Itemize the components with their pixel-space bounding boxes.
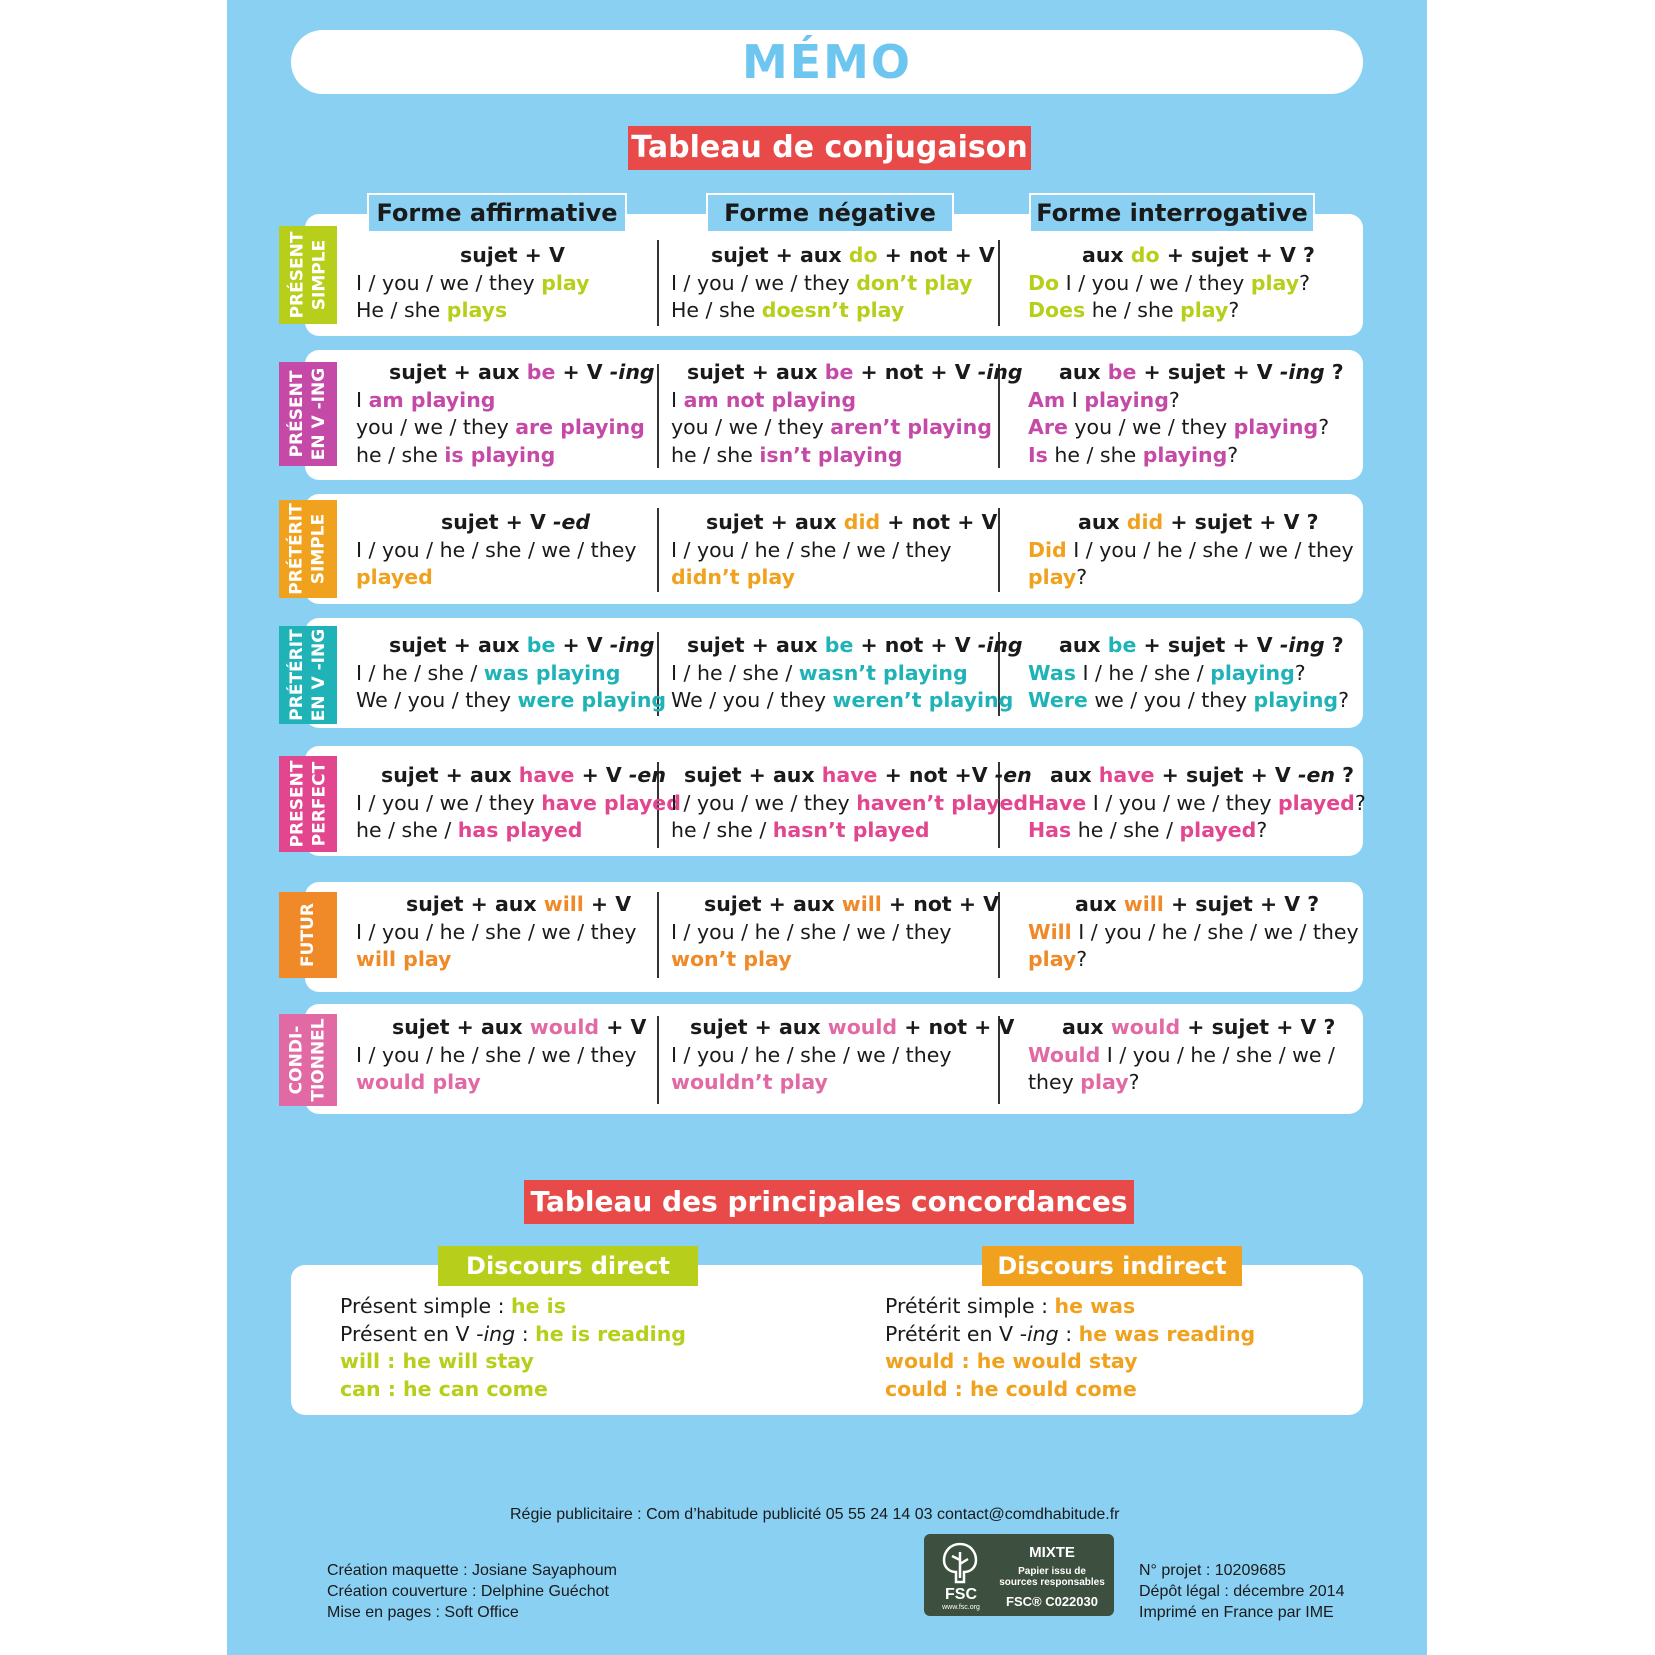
discours-direct-list: Présent simple : he is Présent en V -ing : he is reading will : he will stay can : he can come <box>340 1294 686 1401</box>
discours-indirect-header: Discours indirect <box>982 1246 1242 1286</box>
preterit-continuous-affirmative: sujet + aux be + V -ing I / he / she / was playing We / you / they were playing <box>356 633 667 712</box>
header-interrogative: Forme interrogative <box>1029 193 1315 233</box>
concordance-table-title: Tableau des principales concordances <box>524 1180 1134 1224</box>
discours-indirect-list: Prétérit simple : he was Prétérit en V -ing : he was reading would : he would stay could : he could come <box>885 1294 1256 1401</box>
present-simple-negative: sujet + aux do + not + V I / you / we / they don’t play He / she doesn’t play <box>671 243 995 322</box>
column-divider <box>998 240 1000 326</box>
futur-negative: sujet + aux will + not + V I / you / he / she / we / they won’t play <box>671 892 1000 971</box>
credits: Création maquette : Josiane Sayaphoum Création couverture : Delphine Guéchot Mise en pages : Soft Office <box>327 1562 617 1621</box>
futur-affirmative: sujet + aux will + V I / you / he / she / we / they will play <box>356 892 637 971</box>
fsc-label: FSC <box>945 1586 977 1603</box>
fsc-code: FSC® C022030 <box>1006 1594 1098 1609</box>
tense-tab-present-continuous: PRÉSENT EN V -ING <box>279 362 337 466</box>
present-perfect-interrogative: aux have + sujet + V -en ? Have I / you / we / they played? Has he / she / played? <box>1028 763 1366 842</box>
conjugation-table-title: Tableau de conjugaison <box>628 126 1031 170</box>
futur-interrogative: aux will + sujet + V ? Will I / you / he / she / we / they play? <box>1028 892 1359 971</box>
tense-tab-preterit-continuous: PRÉTÉRIT EN V -ING <box>279 626 337 724</box>
conditionnel-interrogative: aux would + sujet + V ? Would I / you / he / she / we / they play? <box>1028 1015 1336 1094</box>
tense-tab-present-simple: PRÉSENT SIMPLE <box>279 226 337 324</box>
present-continuous-negative: sujet + aux be + not + V -ing I am not playing you / we / they aren’t playing he / she isn’t playing <box>671 360 1023 467</box>
preterit-simple-interrogative: aux did + sujet + V ? Did I / you / he / she / we / they play? <box>1028 510 1354 589</box>
fsc-url: www.fsc.org <box>942 1604 980 1611</box>
column-divider <box>657 892 659 978</box>
tense-tab-preterit-simple: PRÉTÉRIT SIMPLE <box>279 500 337 598</box>
preterit-simple-negative: sujet + aux did + not + V I / you / he / she / we / they didn’t play <box>671 510 998 589</box>
present-perfect-negative: sujet + aux have + not +V -en I / you / we / they haven’t played he / she / hasn’t played <box>671 763 1032 842</box>
column-divider <box>657 1016 659 1104</box>
page-title: MÉMO <box>291 30 1363 94</box>
discours-direct-header: Discours direct <box>438 1246 698 1286</box>
fsc-tree-icon <box>930 1538 990 1590</box>
preterit-simple-affirmative: sujet + V -ed I / you / he / she / we / they played <box>356 510 637 589</box>
present-continuous-affirmative: sujet + aux be + V -ing I am playing you / we / they are playing he / she is playing <box>356 360 655 467</box>
preterit-continuous-interrogative: aux be + sujet + V -ing ? Was I / he / she / playing? Were we / you / they playing? <box>1028 633 1349 712</box>
tense-tab-futur: FUTUR <box>279 892 337 978</box>
project-info: N° projet : 10209685 Dépôt légal : décembre 2014 Imprimé en France par IME <box>1139 1562 1345 1621</box>
conditionnel-affirmative: sujet + aux would + V I / you / he / she / we / they would play <box>356 1015 647 1094</box>
fsc-sources: sources responsables <box>999 1577 1105 1588</box>
header-negative: Forme négative <box>706 193 954 233</box>
column-divider <box>657 364 659 468</box>
conditionnel-negative: sujet + aux would + not + V I / you / he / she / we / they wouldn’t play <box>671 1015 1015 1094</box>
tense-tab-conditionnel: CONDI- TIONNEL <box>279 1014 337 1106</box>
preterit-continuous-negative: sujet + aux be + not + V -ing I / he / she / wasn’t playing We / you / they weren’t playing <box>671 633 1023 712</box>
regie-publicitaire: Régie publicitaire : Com d’habitude publicité 05 55 24 14 03 contact@comdhabitude.fr <box>510 1506 1120 1523</box>
present-simple-interrogative: aux do + sujet + V ? Do I / you / we / they play? Does he / she play? <box>1028 243 1315 322</box>
present-simple-affirmative: sujet + V I / you / we / they play He / she plays <box>356 243 590 322</box>
column-divider <box>657 508 659 592</box>
column-divider <box>998 508 1000 592</box>
fsc-papier: Papier issu de <box>1018 1566 1086 1577</box>
memo-page <box>227 0 1427 1655</box>
tense-tab-present-perfect: PRESENT PERFECT <box>279 756 337 852</box>
header-affirmative: Forme affirmative <box>367 193 627 233</box>
fsc-mixte: MIXTE <box>1029 1544 1075 1561</box>
present-perfect-affirmative: sujet + aux have + V -en I / you / we / they have played he / she / has played <box>356 763 681 842</box>
fsc-logo <box>924 1534 1114 1616</box>
column-divider <box>657 240 659 326</box>
present-continuous-interrogative: aux be + sujet + V -ing ? Am I playing? Are you / we / they playing? Is he / she playing? <box>1028 360 1344 467</box>
